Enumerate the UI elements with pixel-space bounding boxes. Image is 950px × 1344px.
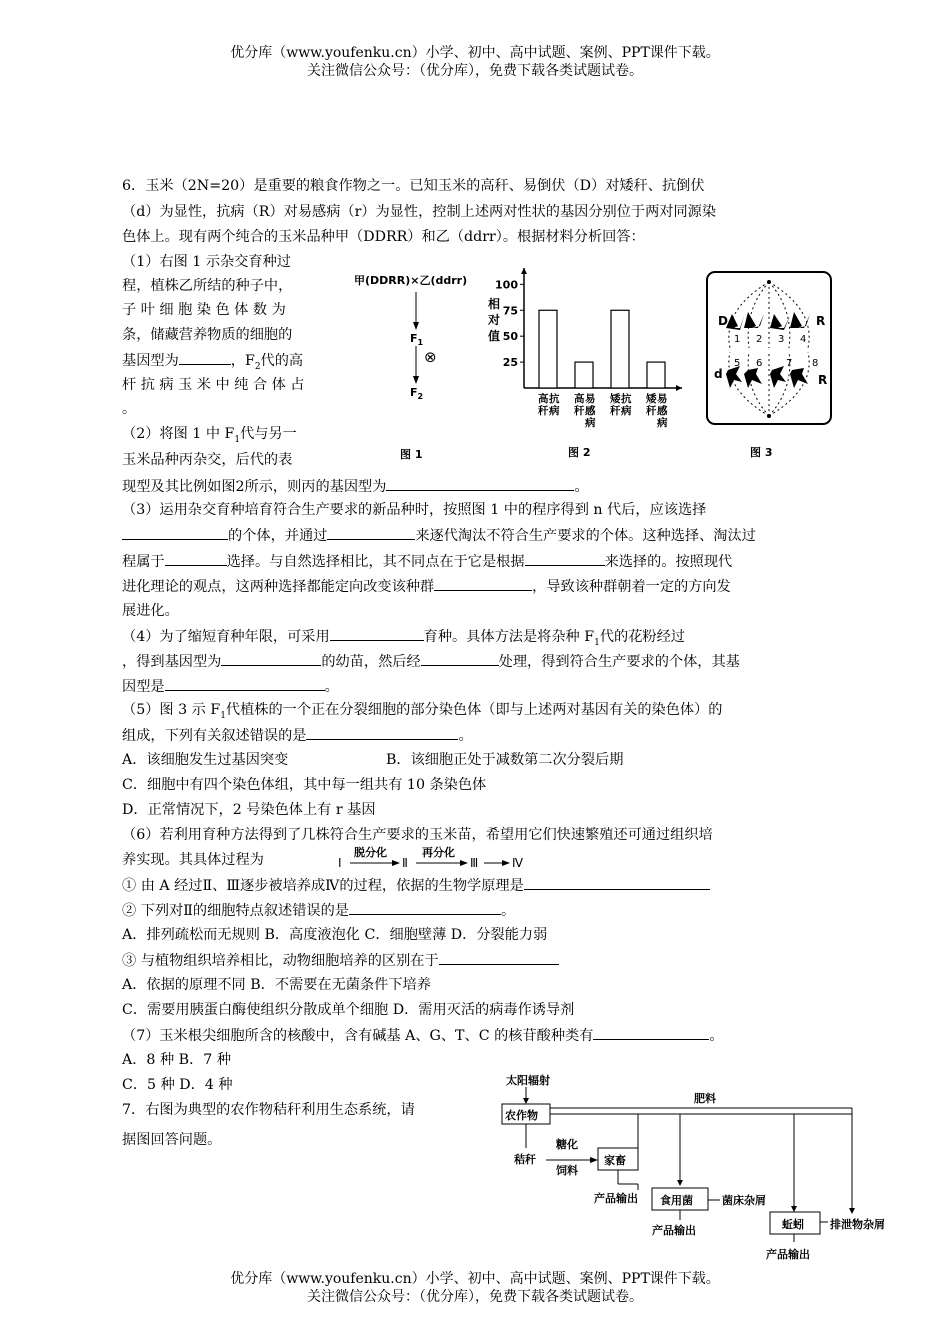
- category-label: 矮: [610, 393, 621, 405]
- category-label: 抗: [621, 393, 632, 405]
- chromosome-number: 8: [812, 358, 819, 369]
- chart-ylabel: [487, 296, 500, 343]
- category-label: 病: [585, 417, 596, 429]
- gene-label: d: [714, 367, 723, 381]
- livestock-label: 家畜: [604, 1154, 626, 1167]
- header-line-2: 关注微信公众号：（优分库），免费下载各类试题试卷。: [307, 63, 643, 79]
- subscript: 1: [234, 434, 241, 445]
- q6-p3-line: （3）运用杂交育种培育符合生产要求的新品种时，按照图 1 中的程序得到 n 代后，应该选择: [122, 502, 707, 518]
- figure-2-caption: 图 2: [568, 446, 591, 459]
- fertilizer-label: 肥料: [694, 1092, 716, 1105]
- q7-line-1: 7．右图为典型的农作物秸秆利用生态系统，请: [122, 1102, 415, 1118]
- chromosomes-bottom: [726, 366, 808, 388]
- gene-label: R: [818, 373, 828, 387]
- q6-p7-line: [122, 1025, 724, 1046]
- sugar-label: 糖化: [556, 1138, 578, 1151]
- text: 基因型为: [122, 353, 179, 369]
- text: 进化理论的观点，这两种选择都能定向改变该种群: [122, 579, 435, 595]
- text: 代的花粉经过: [599, 629, 685, 645]
- text: 代与另一: [240, 426, 297, 442]
- subscript: 1: [594, 637, 600, 648]
- f2-label: $F_2$: [410, 386, 424, 401]
- text: ，F: [230, 353, 255, 369]
- answer-blank[interactable]: [593, 1025, 709, 1040]
- answer-blank[interactable]: [306, 725, 458, 740]
- text: ，导致该种群朝着一定的方向发: [532, 579, 731, 595]
- q6-p1-line: 程，植株乙所结的种子中，: [122, 278, 293, 294]
- chromosome-number: 6: [756, 358, 763, 369]
- q6-line-1: 6．玉米（2N=20）是重要的粮食作物之一。已知玉米的高秆、易倒伏（D）对矮秆、抗倒伏: [122, 178, 705, 194]
- text: 处理，得到符合生产要求的个体，其基: [498, 654, 740, 670]
- eco-diagram: [494, 1070, 904, 1266]
- text: ③ 与植物组织培养相比，动物细胞培养的区别在于: [122, 953, 439, 969]
- chromosome-number: 2: [756, 334, 763, 345]
- q6-p2-line: [122, 476, 589, 497]
- text: ② 下列对Ⅱ的细胞特点叙述错误的是: [122, 903, 349, 919]
- text: 代的高: [260, 353, 304, 369]
- gene-label: D: [718, 314, 728, 328]
- category-label: 感: [585, 405, 596, 417]
- category-label: 病: [621, 405, 632, 417]
- q6-p1-line: 子 叶 细 胞 染 色 体 数 为: [122, 302, 286, 318]
- q6-p6-line: （6）若利用育种方法得到了几株符合生产要求的玉米苗，希望用它们快速繁殖还可通过组织培: [122, 827, 713, 843]
- category-label: 感: [657, 405, 668, 417]
- q7-line-2: 据图回答问题。: [122, 1132, 222, 1148]
- culture-flow-diagram: [334, 845, 534, 873]
- category-label: 易: [585, 393, 596, 405]
- arrow-head: [849, 1208, 855, 1214]
- q6-p6-line: C．需要用胰蛋白酶使组织分散成单个细胞 D．需用灭活的病毒作诱导剂: [122, 1002, 575, 1018]
- answer-blank[interactable]: [439, 950, 559, 965]
- answer-blank[interactable]: [165, 551, 227, 566]
- subscript: 2: [254, 361, 261, 372]
- ylabel-char: 对: [488, 313, 501, 327]
- text: 来选择的。按照现代: [604, 554, 733, 570]
- q6-p4-line: [122, 626, 685, 653]
- text: （7）玉米根尖细胞所含的核酸中，含有碱基 A、G、T、C 的核苷酸种类有: [122, 1028, 594, 1044]
- stage-ii: Ⅱ: [402, 856, 408, 870]
- text: 育种。具体方法是将杂种 F: [423, 629, 595, 645]
- y-axis-arrow: [521, 268, 527, 274]
- arrow-head: [523, 1098, 529, 1104]
- q6-p1-line: 条，储藏营养物质的细胞的: [122, 327, 293, 343]
- text: 。: [458, 728, 473, 744]
- option-c: C．细胞中有四个染色体组，其中每一组共有 10 条染色体: [122, 777, 487, 793]
- answer-blank[interactable]: [434, 576, 532, 591]
- output-3-label: 产品输出: [766, 1248, 810, 1261]
- q6-p6-line: [122, 950, 559, 971]
- label-redifferentiation: 再分化: [422, 846, 455, 859]
- text: （4）为了缩短育种年限，可采用: [122, 629, 330, 645]
- stage-iv: Ⅳ: [512, 856, 524, 870]
- waste-label: 排泄物杂屑: [830, 1218, 885, 1231]
- arrow-head: [791, 1206, 797, 1212]
- centrosome: [767, 414, 771, 418]
- figure-3-cell: [704, 270, 840, 460]
- text: 。: [709, 1028, 724, 1044]
- text: 的幼苗，然后经: [321, 654, 421, 670]
- category-label: 易: [657, 393, 668, 405]
- text: （2）将图 1 中 F: [122, 426, 235, 442]
- answer-blank[interactable]: [221, 651, 321, 666]
- figure-1-caption: 图 1: [400, 448, 423, 461]
- category-label: 矮: [646, 393, 657, 405]
- q6-p1-line: 。: [122, 401, 137, 417]
- q6-p1-line: 杆 抗 病 玉 米 中 纯 合 体 占: [122, 377, 305, 393]
- chromosome-number: 7: [786, 358, 793, 369]
- q6-p2-line: [122, 424, 297, 450]
- feed-label: 饲料: [556, 1164, 578, 1177]
- cross-label: 甲(DDRR)×乙(ddrr): [354, 274, 468, 287]
- y-tick-label: 25: [502, 356, 518, 370]
- arrow-head: [460, 860, 468, 866]
- output-1-label: 产品输出: [594, 1192, 638, 1205]
- text: 因型是: [122, 679, 165, 695]
- answer-blank[interactable]: [165, 676, 325, 691]
- category-label: 病: [657, 417, 668, 429]
- answer-blank[interactable]: [330, 626, 424, 641]
- answer-blank[interactable]: [386, 476, 574, 491]
- footer-line-1: 优分库（www.youfenku.cn）小学、初中、高中试题、案例、PPT课件下载。: [230, 1271, 720, 1287]
- category-label: 秆: [610, 405, 621, 417]
- chromosome-number: 1: [734, 334, 741, 345]
- header-line-1: 优分库（www.youfenku.cn）小学、初中、高中试题、案例、PPT课件下载。: [230, 45, 720, 61]
- option-b: B．该细胞正处于减数第二次分裂后期: [386, 752, 624, 768]
- label-dedifferentiation: 脱分化: [354, 846, 387, 859]
- bar: [539, 310, 557, 388]
- arrow-head: [413, 376, 419, 384]
- answer-blank[interactable]: [122, 525, 228, 540]
- text: 现型及其比例如图2所示，则丙的基因型为: [122, 479, 387, 495]
- q6-p6-line: A．排列疏松而无规则 B．高度液泡化 C．细胞壁薄 D．分裂能力弱: [122, 927, 548, 943]
- arrow-head: [677, 1180, 683, 1186]
- text: ，得到基因型为: [122, 654, 222, 670]
- y-tick-label: 75: [502, 304, 518, 318]
- q6-p6-line: A．依据的原理不同 B．不需要在无菌条件下培养: [122, 977, 431, 993]
- category-label: 抗: [549, 393, 560, 405]
- footer-line-2: 关注微信公众号：（优分库），免费下载各类试题试卷。: [307, 1289, 643, 1305]
- text: 选择。与自然选择相比，其不同点在于它是根据: [226, 554, 525, 570]
- figure-1: [352, 266, 500, 466]
- category-label: 秆: [646, 405, 657, 417]
- answer-blank[interactable]: [349, 900, 501, 915]
- q6-p3-line: [122, 576, 731, 597]
- answer-blank[interactable]: [525, 551, 605, 566]
- f1-label: $F_1$: [410, 332, 424, 347]
- text: 。: [324, 679, 339, 695]
- spindle-fibers: [729, 282, 809, 416]
- bar: [575, 362, 593, 388]
- text: （5）图 3 示 F: [122, 702, 221, 718]
- answer-blank[interactable]: [524, 875, 710, 890]
- category-label: 高: [538, 393, 549, 405]
- sun-label: 太阳辐射: [506, 1074, 550, 1087]
- text: 组成，下列有关叙述错误的是: [122, 728, 307, 744]
- q6-p3-line: [122, 525, 756, 546]
- option-a: A．该细胞发生过基因突变: [122, 752, 289, 768]
- q6-p1-line: （1）右图 1 示杂交育种过: [122, 254, 291, 270]
- category-label: 秆: [538, 405, 549, 417]
- q6-p6-line: [122, 900, 515, 921]
- q6-p4-line: [122, 651, 740, 672]
- arrow-head: [590, 1157, 598, 1163]
- answer-blank[interactable]: [327, 525, 415, 540]
- q6-p1-line: [122, 350, 303, 377]
- q6-line-3: 色体上。现有两个纯合的玉米品种甲（DDRR）和乙（ddrr）。根据材料分析回答：: [122, 229, 645, 245]
- x-axis-arrow: [676, 385, 682, 391]
- centrosome: [767, 280, 771, 284]
- text: 。: [500, 903, 516, 919]
- q6-p5-line: [122, 725, 473, 746]
- figure-3-caption: 图 3: [750, 446, 773, 459]
- ylabel-char: 相: [488, 297, 501, 311]
- arrow-head: [502, 860, 510, 866]
- chromosomes-top: [726, 312, 810, 330]
- text: 代植株的一个正在分裂细胞的部分染色体（即与上述两对基因有关的染色体）的: [225, 702, 723, 718]
- text: ① 由 A 经过Ⅱ、Ⅲ逐步被培养成Ⅳ的过程，依据的生物学原理是: [122, 878, 524, 894]
- mushroom-label: 食用菌: [660, 1194, 693, 1207]
- q6-p5-line: [122, 700, 723, 726]
- text: 的个体，并通过: [228, 528, 328, 544]
- category-label: 秆: [574, 405, 585, 417]
- bar: [611, 310, 629, 388]
- arrow-head: [392, 860, 400, 866]
- selfing-symbol: ⊗: [424, 348, 437, 366]
- crop-label: 农作物: [505, 1109, 538, 1122]
- figure-2-chart: [486, 264, 690, 464]
- q6-p2-line: 玉米品种丙杂交，后代的表: [122, 452, 293, 468]
- text: 程属于: [122, 554, 165, 570]
- ylabel-char: 值: [488, 329, 501, 343]
- y-tick-label: 50: [502, 330, 518, 344]
- gene-label: R: [816, 314, 826, 328]
- option-d: D．正常情况下，2 号染色体上有 r 基因: [122, 802, 376, 818]
- arrow-head: [413, 322, 419, 330]
- q6-line-2: （d）为显性，抗病（R）对易感病（r）为显性，控制上述两对性状的基因分别位于两对同源染: [122, 204, 717, 220]
- q6-p4-line: [122, 676, 339, 697]
- stage-iii: Ⅲ: [470, 856, 479, 870]
- answer-blank[interactable]: [421, 651, 499, 666]
- category-label: 高: [574, 393, 585, 405]
- chromosome-number: 3: [778, 334, 785, 345]
- output-2-label: 产品输出: [652, 1224, 696, 1237]
- subscript: 1: [220, 710, 226, 721]
- y-tick-label: 100: [495, 278, 518, 292]
- answer-blank[interactable]: [179, 350, 231, 365]
- q6-p3-line: [122, 551, 732, 572]
- q6-p7-line: C．5 种 D．4 种: [122, 1077, 233, 1093]
- q6-p7-line: A．8 种 B．7 种: [122, 1052, 232, 1068]
- q6-p6-line: 养实现。其具体过程为: [122, 852, 264, 868]
- text: 。: [574, 479, 589, 495]
- chromosome-number: 4: [800, 334, 807, 345]
- earthworm-label: 蚯蚓: [782, 1218, 804, 1231]
- category-label: 病: [549, 405, 560, 417]
- stage-i: Ⅰ: [338, 856, 342, 870]
- bar: [647, 362, 665, 388]
- chromosome-number: 5: [734, 358, 741, 369]
- text: 来逐代淘汰不符合生产要求的个体。这种选择、淘汰过: [415, 528, 756, 544]
- straw-label: 秸秆: [514, 1153, 536, 1166]
- q6-p6-line: [122, 875, 710, 896]
- q6-p3-line: 展进化。: [122, 603, 179, 619]
- residue-label: 菌床杂屑: [722, 1194, 766, 1207]
